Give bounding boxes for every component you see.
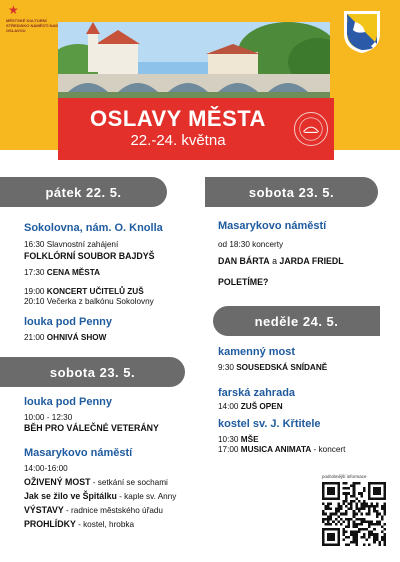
- saturday-program-row: [24, 477, 168, 488]
- saturday-event-1-time: 10:00 - 12:30: [24, 413, 73, 422]
- event-time: 17:00: [218, 445, 239, 454]
- event-title: KONCERT UČITELŮ ZUŠ: [46, 287, 144, 296]
- event-time: 17:30: [24, 268, 45, 277]
- anniversary-badge-icon: [294, 112, 328, 146]
- sunday-event-1: [218, 363, 327, 373]
- program-title: OŽIVENÝ MOST: [24, 477, 91, 487]
- saturday-program-row: [24, 519, 134, 530]
- venue-kamenny-most: kamenný most: [218, 346, 296, 358]
- venue-kostel: kostel sv. J. Křtitele: [218, 418, 321, 430]
- friday-event-4: [24, 297, 154, 307]
- event-title: SOUSEDSKÁ SNÍDANĚ: [236, 363, 328, 372]
- title-banner: [58, 98, 334, 160]
- day-label-saturday: sobota 23. 5.: [0, 357, 185, 387]
- logo-text: MĚSTSKÉ KULTURNÍ STŘEDISKO NÁMĚSTÍ NAD OSLAVOU: [6, 18, 59, 33]
- venue-louka-pod-penny: louka pod Penny: [24, 316, 113, 328]
- saturday-program-row: [24, 505, 163, 516]
- friday-event-5: [24, 333, 106, 343]
- venue-louka-pod-penny: louka pod Penny: [24, 396, 113, 408]
- coat-of-arms-icon: [343, 10, 381, 54]
- event-dates: 22.-24. května: [130, 132, 226, 149]
- program-text: - kaple sv. Anny: [116, 492, 177, 501]
- artist: DAN BÁRTA: [218, 256, 270, 266]
- program-text: - kostel, hrobka: [75, 520, 135, 529]
- venue-masarykovo-namesti: Masarykovo náměstí: [218, 220, 327, 232]
- event-time: 9:30: [218, 363, 234, 372]
- saturday-event-2-time: 14:00-16:00: [24, 464, 68, 473]
- qr-label: podrobnější informace: [322, 474, 367, 479]
- program-text: - setkání se sochami: [90, 478, 168, 487]
- event-time: 19:00: [24, 287, 45, 296]
- star-icon: ★: [8, 3, 19, 17]
- day-label-friday: pátek 22. 5.: [0, 177, 167, 207]
- program-title: Jak se žilo ve Špitálku: [24, 491, 117, 501]
- event-text: Slavnostní zahájení: [46, 240, 119, 249]
- artist: JARDA FRIEDL: [279, 256, 344, 266]
- event-title: CENA MĚSTA: [46, 268, 100, 277]
- saturday-program-row: [24, 491, 176, 502]
- friday-event-1-performer: FOLKLÓRNÍ SOUBOR BAJDYŠ: [24, 251, 155, 261]
- friday-event-2: [24, 268, 100, 278]
- event-title: OHNIVÁ SHOW: [46, 333, 107, 342]
- day-label-saturday-evening: sobota 23. 5.: [205, 177, 378, 207]
- event-title: ZUŠ OPEN: [240, 402, 283, 411]
- day-label-sunday: neděle 24. 5.: [213, 306, 380, 336]
- saturday-concert-time: od 18:30 koncerty: [218, 240, 284, 249]
- event-text: Večerka z balkónu Sokolovny: [46, 297, 154, 306]
- event-time: 16:30: [24, 240, 45, 249]
- event-time: 20:10: [24, 297, 45, 306]
- event-time: 14:00: [218, 402, 239, 411]
- program-title: VÝSTAVY: [24, 505, 64, 515]
- sunday-event-4: [218, 445, 345, 455]
- venue-sokolovna: Sokolovna, nám. O. Knolla: [24, 222, 163, 234]
- venue-masarykovo-namesti: Masarykovo náměstí: [24, 447, 133, 459]
- program-title: PROHLÍDKY: [24, 519, 76, 529]
- artist-conjunction: a: [269, 256, 280, 266]
- program-text: - radnice městského úřadu: [63, 506, 163, 515]
- event-time: 10:30: [218, 435, 239, 444]
- friday-event-3: [24, 287, 144, 297]
- sunday-event-2: [218, 402, 283, 412]
- qr-code[interactable]: [322, 482, 386, 546]
- venue-farska-zahrada: farská zahrada: [218, 387, 296, 399]
- event-text: - koncert: [311, 445, 346, 454]
- saturday-concert-artists: [218, 256, 344, 267]
- event-time: 21:00: [24, 333, 45, 342]
- saturday-concert-artist-3: POLETÍME?: [218, 277, 269, 287]
- event-title: MUSICA ANIMATA: [240, 445, 312, 454]
- saturday-event-1-title: BĚH PRO VÁLEČNÉ VETERÁNY: [24, 423, 159, 433]
- sunday-event-3: [218, 435, 259, 445]
- page-title: OSLAVY MĚSTA: [90, 106, 266, 131]
- friday-event-1: [24, 240, 118, 250]
- organizer-logo: [6, 4, 58, 48]
- event-title: MŠE: [240, 435, 259, 444]
